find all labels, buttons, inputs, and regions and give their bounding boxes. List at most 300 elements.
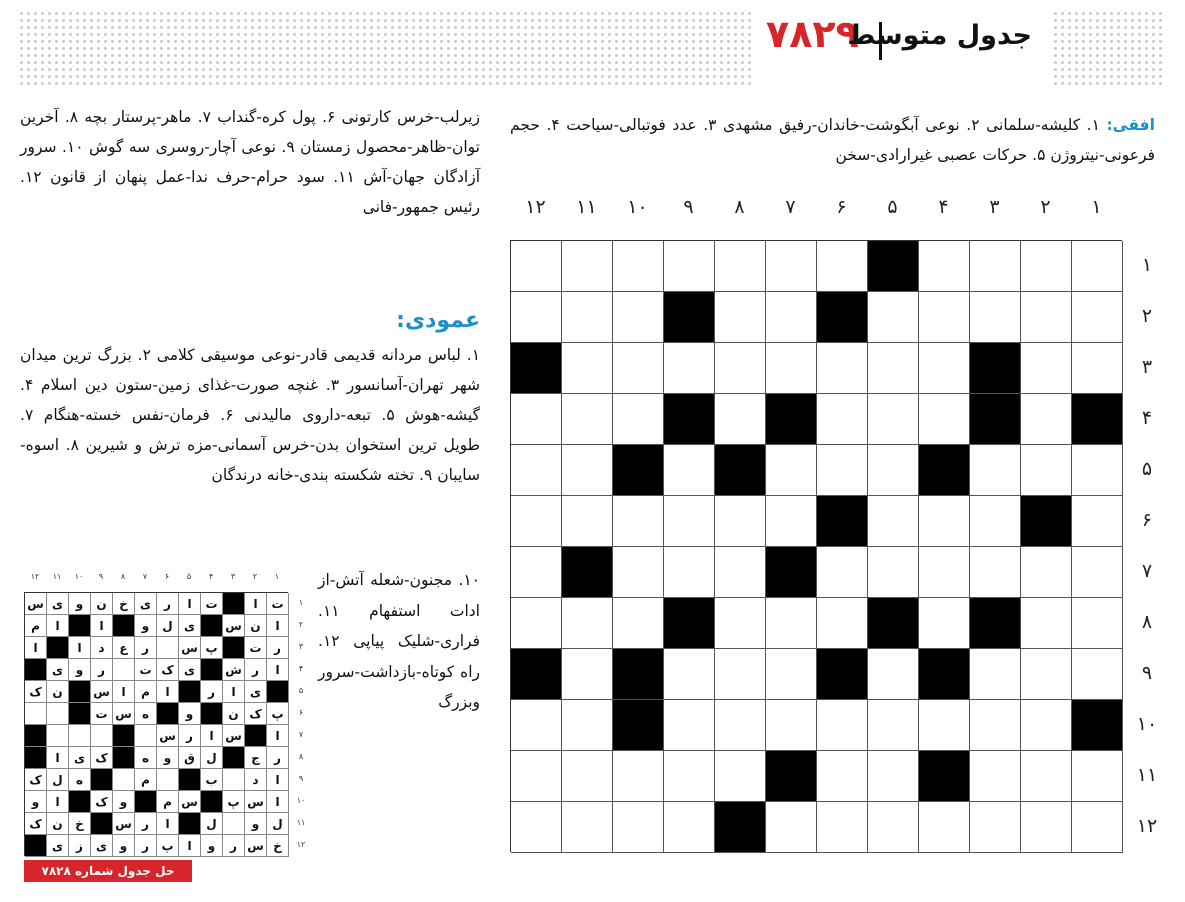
solution-cell: ی bbox=[135, 593, 157, 615]
solution-column-numbers bbox=[24, 572, 288, 586]
grid-cell[interactable] bbox=[970, 241, 1021, 292]
grid-cell[interactable] bbox=[664, 241, 715, 292]
solution-cell: د bbox=[245, 769, 267, 791]
solution-cell: ا bbox=[245, 593, 267, 615]
grid-cell[interactable] bbox=[715, 496, 766, 547]
grid-cell[interactable] bbox=[511, 547, 562, 598]
grid-cell[interactable] bbox=[511, 598, 562, 649]
solution-label: حل جدول شماره ۷۸۲۸ bbox=[24, 860, 192, 882]
grid-cell[interactable] bbox=[817, 445, 868, 496]
grid-cell[interactable] bbox=[562, 598, 613, 649]
across-clues-continued bbox=[20, 102, 480, 222]
column-number: ۱۱ bbox=[576, 196, 597, 218]
grid-cell[interactable] bbox=[817, 241, 868, 292]
row-number: ۳ bbox=[1141, 356, 1153, 378]
grid-black-cell bbox=[919, 445, 970, 496]
grid-cell[interactable] bbox=[664, 649, 715, 700]
solution-cell: ر bbox=[135, 835, 157, 857]
header-dot-pattern-right bbox=[1052, 10, 1162, 88]
solution-row-number: ۹ bbox=[298, 774, 304, 783]
grid-cell[interactable] bbox=[715, 547, 766, 598]
grid-cell[interactable] bbox=[766, 343, 817, 394]
solution-cell: ن bbox=[47, 681, 69, 703]
solution-black-cell bbox=[113, 615, 135, 637]
grid-cell[interactable] bbox=[868, 802, 919, 853]
solution-cell: ا bbox=[267, 725, 289, 747]
solution-row-number: ۱۰ bbox=[296, 796, 306, 805]
solution-cell: ی bbox=[245, 681, 267, 703]
solution-cell bbox=[157, 769, 179, 791]
solution-cell: س bbox=[223, 725, 245, 747]
grid-cell[interactable] bbox=[868, 496, 919, 547]
grid-cell[interactable] bbox=[1021, 751, 1072, 802]
grid-cell[interactable] bbox=[817, 802, 868, 853]
solution-cell: م bbox=[25, 615, 47, 637]
grid-cell[interactable] bbox=[1072, 241, 1123, 292]
solution-cell: س bbox=[25, 593, 47, 615]
solution-column-number: ۶ bbox=[164, 572, 170, 581]
grid-black-cell bbox=[766, 547, 817, 598]
column-number: ۶ bbox=[836, 196, 847, 218]
grid-cell[interactable] bbox=[919, 343, 970, 394]
grid-cell[interactable] bbox=[1021, 445, 1072, 496]
down-clue-continuation: ۱۰. مجنون-شعله آتش-از ادات استفهام ۱۱. فراری-شلیک پیاپی ۱۲. راه کوتاه-بازداشت-سرور وبزرگ bbox=[318, 571, 480, 711]
solution-column-number: ۴ bbox=[208, 572, 214, 581]
solution-cell: خ bbox=[267, 835, 289, 857]
grid-cell[interactable] bbox=[1072, 292, 1123, 343]
grid-cell[interactable] bbox=[715, 394, 766, 445]
grid-cell[interactable] bbox=[1021, 343, 1072, 394]
solution-cell: ک bbox=[157, 659, 179, 681]
solution-cell: ن bbox=[245, 615, 267, 637]
grid-cell[interactable] bbox=[919, 292, 970, 343]
column-number: ۳ bbox=[989, 196, 1000, 218]
solution-black-cell bbox=[179, 813, 201, 835]
solution-row-numbers bbox=[292, 592, 310, 856]
issue-number: ۷۸۲۹ bbox=[766, 12, 859, 56]
grid-cell[interactable] bbox=[970, 751, 1021, 802]
solution-cell: ک bbox=[245, 703, 267, 725]
solution-cell bbox=[69, 725, 91, 747]
grid-cell[interactable] bbox=[613, 751, 664, 802]
grid-cell[interactable] bbox=[715, 751, 766, 802]
grid-black-cell bbox=[715, 445, 766, 496]
solution-cell: و bbox=[69, 659, 91, 681]
down-clue-text: ۱. لباس مردانه قدیمی قادر-نوعی موسیقی کلامی ۲. بزرگ ترین میدان شهر تهران-آسانسور ۳. غنچه صورت-غذای زمین-ستون دین اسلام ۴. گیشه-هوش ۵. تبعه-داروی مالیدنی ۶. فرمان-نفس خسته-هنگام ۷. طویل ترین استخوان بدن-خرس آسمانی-مزه ترش و شیرین ۸. اسوه-سایبان ۹. تخته شکسته بندی-خانه درندگان bbox=[20, 346, 481, 484]
grid-cell[interactable] bbox=[562, 394, 613, 445]
solution-cell: م bbox=[135, 769, 157, 791]
solution-cell: ر bbox=[91, 659, 113, 681]
solution-column-number: ۷ bbox=[142, 572, 148, 581]
solution-cell: ت bbox=[201, 593, 223, 615]
solution-cell: س bbox=[91, 681, 113, 703]
grid-black-cell bbox=[766, 394, 817, 445]
solution-black-cell bbox=[157, 703, 179, 725]
grid-cell[interactable] bbox=[613, 496, 664, 547]
grid-cell[interactable] bbox=[970, 547, 1021, 598]
solution-row-number: ۱ bbox=[298, 598, 304, 607]
grid-cell[interactable] bbox=[1021, 394, 1072, 445]
across-clue-text: ۱. کلیشه-سلمانی ۲. نوعی آبگوشت-خاندان-رفیق مشهدی ۳. عدد فوتبالی-سیاحت ۴. حجم فرعونی-نیتروژن ۵. حرکات عصبی غیرارادی-سخن bbox=[510, 116, 1155, 164]
grid-black-cell bbox=[511, 343, 562, 394]
grid-cell[interactable] bbox=[817, 598, 868, 649]
solution-black-cell bbox=[91, 769, 113, 791]
solution-cell: و bbox=[25, 791, 47, 813]
grid-cell[interactable] bbox=[613, 343, 664, 394]
grid-cell[interactable] bbox=[511, 700, 562, 751]
solution-cell: ل bbox=[47, 769, 69, 791]
solution-cell: م bbox=[135, 681, 157, 703]
solution-cell: و bbox=[157, 747, 179, 769]
solution-black-cell bbox=[245, 725, 267, 747]
grid-cell[interactable] bbox=[511, 292, 562, 343]
solution-cell: ت bbox=[267, 593, 289, 615]
solution-black-cell bbox=[201, 615, 223, 637]
grid-cell[interactable] bbox=[715, 700, 766, 751]
solution-cell: و bbox=[201, 835, 223, 857]
grid-cell[interactable] bbox=[613, 802, 664, 853]
solution-row-number: ۳ bbox=[298, 642, 304, 651]
row-number: ۸ bbox=[1141, 611, 1153, 633]
grid-cell[interactable] bbox=[1072, 649, 1123, 700]
grid-cell[interactable] bbox=[715, 241, 766, 292]
solution-cell: ر bbox=[201, 681, 223, 703]
solution-cell: ی bbox=[179, 659, 201, 681]
grid-cell[interactable] bbox=[919, 700, 970, 751]
solution-cell: ی bbox=[69, 747, 91, 769]
grid-cell[interactable] bbox=[715, 292, 766, 343]
grid-cell[interactable] bbox=[868, 751, 919, 802]
solution-cell: ر bbox=[245, 659, 267, 681]
solution-cell: ت bbox=[245, 637, 267, 659]
solution-cell: ر bbox=[267, 747, 289, 769]
solution-cell: ل bbox=[267, 813, 289, 835]
solution-cell: ه bbox=[69, 769, 91, 791]
solution-black-cell bbox=[91, 813, 113, 835]
solution-column-number: ۳ bbox=[230, 572, 236, 581]
grid-cell[interactable] bbox=[817, 343, 868, 394]
solution-cell: ی bbox=[91, 835, 113, 857]
solution-cell: ع bbox=[113, 637, 135, 659]
solution-row-number: ۸ bbox=[298, 752, 304, 761]
solution-cell: و bbox=[179, 703, 201, 725]
solution-cell: و bbox=[135, 615, 157, 637]
down-heading: عمودی: bbox=[396, 308, 480, 333]
grid-cell[interactable] bbox=[511, 445, 562, 496]
grid-cell[interactable] bbox=[613, 394, 664, 445]
solution-row-number: ۱۲ bbox=[296, 840, 306, 849]
column-number: ۱۲ bbox=[525, 196, 546, 218]
solution-cell: ا bbox=[267, 791, 289, 813]
solution-cell: ر bbox=[157, 593, 179, 615]
solution-cell: ا bbox=[47, 791, 69, 813]
solution-cell: و bbox=[69, 593, 91, 615]
solution-black-cell bbox=[113, 747, 135, 769]
solution-black-cell bbox=[25, 835, 47, 857]
solution-cell: ا bbox=[47, 747, 69, 769]
solution-cell: ل bbox=[157, 615, 179, 637]
grid-cell[interactable] bbox=[919, 241, 970, 292]
grid-cell[interactable] bbox=[613, 241, 664, 292]
solution-column-number: ۲ bbox=[252, 572, 258, 581]
grid-black-cell bbox=[562, 547, 613, 598]
grid-black-cell bbox=[919, 751, 970, 802]
down-clues-continued bbox=[318, 565, 480, 718]
grid-cell[interactable] bbox=[511, 802, 562, 853]
solution-cell: ه bbox=[135, 747, 157, 769]
grid-cell[interactable] bbox=[1021, 292, 1072, 343]
grid-cell[interactable] bbox=[664, 802, 715, 853]
row-number: ۱۱ bbox=[1136, 764, 1158, 786]
grid-cell[interactable] bbox=[1072, 445, 1123, 496]
grid-cell[interactable] bbox=[664, 751, 715, 802]
grid-cell[interactable] bbox=[817, 547, 868, 598]
grid-cell[interactable] bbox=[511, 394, 562, 445]
solution-cell: م bbox=[157, 791, 179, 813]
crossword-grid bbox=[510, 240, 1122, 852]
row-number: ۹ bbox=[1141, 662, 1153, 684]
solution-row-number: ۷ bbox=[298, 730, 304, 739]
grid-cell[interactable] bbox=[766, 802, 817, 853]
solution-black-cell bbox=[47, 637, 69, 659]
grid-cell[interactable] bbox=[715, 598, 766, 649]
solution-black-cell bbox=[113, 725, 135, 747]
solution-cell: پ bbox=[201, 637, 223, 659]
grid-cell[interactable] bbox=[562, 700, 613, 751]
grid-cell[interactable] bbox=[868, 343, 919, 394]
grid-cell[interactable] bbox=[766, 445, 817, 496]
grid-cell[interactable] bbox=[664, 343, 715, 394]
grid-cell[interactable] bbox=[970, 649, 1021, 700]
solution-cell: ا bbox=[267, 659, 289, 681]
solution-cell: خ bbox=[113, 593, 135, 615]
grid-cell[interactable] bbox=[817, 751, 868, 802]
grid-black-cell bbox=[817, 496, 868, 547]
grid-cell[interactable] bbox=[1072, 496, 1123, 547]
solution-cell: س bbox=[223, 615, 245, 637]
solution-cell: ا bbox=[179, 835, 201, 857]
grid-cell[interactable] bbox=[511, 751, 562, 802]
down-clues bbox=[20, 340, 480, 490]
solution-cell: ک bbox=[91, 791, 113, 813]
solution-cell: و bbox=[113, 791, 135, 813]
solution-cell: ل bbox=[201, 813, 223, 835]
row-number: ۲ bbox=[1141, 305, 1153, 327]
solution-row-number: ۴ bbox=[298, 664, 304, 673]
solution-black-cell bbox=[223, 747, 245, 769]
grid-cell[interactable] bbox=[766, 598, 817, 649]
solution-black-cell bbox=[69, 791, 91, 813]
grid-cell[interactable] bbox=[1072, 751, 1123, 802]
grid-cell[interactable] bbox=[1072, 598, 1123, 649]
grid-cell[interactable] bbox=[664, 496, 715, 547]
solution-black-cell bbox=[69, 681, 91, 703]
grid-cell[interactable] bbox=[919, 802, 970, 853]
grid-cell[interactable] bbox=[919, 394, 970, 445]
grid-cell[interactable] bbox=[868, 292, 919, 343]
grid-cell[interactable] bbox=[562, 802, 613, 853]
grid-cell[interactable] bbox=[715, 343, 766, 394]
solution-cell: س bbox=[157, 725, 179, 747]
grid-cell[interactable] bbox=[1021, 547, 1072, 598]
solution-column-number: ۱۱ bbox=[52, 572, 62, 581]
page-title: جدول متوسط bbox=[847, 20, 1032, 51]
solution-cell: س bbox=[179, 637, 201, 659]
grid-cell[interactable] bbox=[562, 751, 613, 802]
solution-black-cell bbox=[25, 725, 47, 747]
solution-cell: ا bbox=[157, 813, 179, 835]
grid-cell[interactable] bbox=[868, 394, 919, 445]
solution-cell: ی bbox=[47, 659, 69, 681]
grid-cell[interactable] bbox=[1021, 241, 1072, 292]
grid-cell[interactable] bbox=[664, 700, 715, 751]
grid-cell[interactable] bbox=[562, 649, 613, 700]
solution-cell: ا bbox=[267, 769, 289, 791]
grid-cell[interactable] bbox=[1072, 802, 1123, 853]
solution-cell bbox=[135, 725, 157, 747]
grid-black-cell bbox=[613, 445, 664, 496]
solution-row-number: ۵ bbox=[298, 686, 304, 695]
grid-cell[interactable] bbox=[613, 598, 664, 649]
grid-black-cell bbox=[1021, 496, 1072, 547]
solution-cell: ر bbox=[135, 813, 157, 835]
solution-cell: س bbox=[245, 791, 267, 813]
grid-cell[interactable] bbox=[715, 649, 766, 700]
solution-cell: ا bbox=[267, 615, 289, 637]
solution-cell: د bbox=[91, 637, 113, 659]
grid-cell[interactable] bbox=[766, 241, 817, 292]
solution-column-number: ۸ bbox=[120, 572, 126, 581]
grid-cell[interactable] bbox=[664, 445, 715, 496]
across-clues bbox=[510, 110, 1155, 170]
grid-cell[interactable] bbox=[766, 292, 817, 343]
solution-black-cell bbox=[25, 659, 47, 681]
grid-cell[interactable] bbox=[562, 343, 613, 394]
grid-black-cell bbox=[817, 292, 868, 343]
grid-cell[interactable] bbox=[919, 598, 970, 649]
grid-cell[interactable] bbox=[511, 496, 562, 547]
solution-cell: ا bbox=[47, 615, 69, 637]
grid-cell[interactable] bbox=[970, 700, 1021, 751]
solution-cell: پ bbox=[267, 703, 289, 725]
solution-black-cell bbox=[179, 681, 201, 703]
grid-cell[interactable] bbox=[868, 649, 919, 700]
grid-cell[interactable] bbox=[562, 445, 613, 496]
solution-cell: ر bbox=[179, 725, 201, 747]
row-number: ۶ bbox=[1141, 509, 1153, 531]
across-heading: افقی: bbox=[1106, 116, 1155, 134]
grid-cell[interactable] bbox=[766, 496, 817, 547]
grid-black-cell bbox=[664, 394, 715, 445]
solution-cell: ک bbox=[25, 681, 47, 703]
grid-cell[interactable] bbox=[562, 496, 613, 547]
grid-black-cell bbox=[817, 649, 868, 700]
solution-cell bbox=[47, 725, 69, 747]
solution-black-cell bbox=[135, 791, 157, 813]
solution-cell: ن bbox=[91, 593, 113, 615]
grid-cell[interactable] bbox=[970, 292, 1021, 343]
solution-cell: ز bbox=[69, 835, 91, 857]
grid-cell[interactable] bbox=[613, 547, 664, 598]
solution-black-cell bbox=[267, 681, 289, 703]
grid-black-cell bbox=[970, 343, 1021, 394]
grid-black-cell bbox=[766, 751, 817, 802]
solution-black-cell bbox=[223, 593, 245, 615]
grid-black-cell bbox=[664, 292, 715, 343]
grid-black-cell bbox=[715, 802, 766, 853]
solution-cell bbox=[157, 637, 179, 659]
column-number: ۵ bbox=[887, 196, 898, 218]
page-header bbox=[760, 8, 1050, 68]
grid-cell[interactable] bbox=[868, 700, 919, 751]
solution-cell: ک bbox=[91, 747, 113, 769]
column-number: ۱ bbox=[1091, 196, 1102, 218]
solution-cell: پ bbox=[157, 835, 179, 857]
grid-cell[interactable] bbox=[919, 496, 970, 547]
grid-cell[interactable] bbox=[970, 496, 1021, 547]
grid-black-cell bbox=[613, 649, 664, 700]
solution-black-cell bbox=[69, 615, 91, 637]
grid-cell[interactable] bbox=[511, 241, 562, 292]
grid-cell[interactable] bbox=[1072, 547, 1123, 598]
solution-black-cell bbox=[179, 769, 201, 791]
solution-cell: ت bbox=[135, 659, 157, 681]
solution-column-number: ۵ bbox=[186, 572, 192, 581]
solution-cell: ا bbox=[25, 637, 47, 659]
solution-cell: ا bbox=[113, 681, 135, 703]
solution-cell: س bbox=[179, 791, 201, 813]
grid-cell[interactable] bbox=[817, 394, 868, 445]
column-number: ۹ bbox=[683, 196, 694, 218]
solution-cell: و bbox=[113, 835, 135, 857]
grid-cell[interactable] bbox=[817, 700, 868, 751]
solution-cell: ن bbox=[223, 703, 245, 725]
row-number: ۱۲ bbox=[1136, 815, 1158, 837]
grid-black-cell bbox=[664, 598, 715, 649]
grid-cell[interactable] bbox=[562, 241, 613, 292]
solution-cell: ج bbox=[245, 747, 267, 769]
solution-cell: ک bbox=[25, 813, 47, 835]
row-number: ۷ bbox=[1141, 560, 1153, 582]
solution-cell: ا bbox=[201, 725, 223, 747]
column-number: ۱۰ bbox=[627, 196, 648, 218]
grid-cell[interactable] bbox=[1021, 700, 1072, 751]
grid-cell[interactable] bbox=[613, 292, 664, 343]
grid-cell[interactable] bbox=[562, 292, 613, 343]
solution-cell: س bbox=[113, 703, 135, 725]
grid-cell[interactable] bbox=[1021, 649, 1072, 700]
row-number: ۱ bbox=[1141, 254, 1153, 276]
grid-cell[interactable] bbox=[868, 445, 919, 496]
grid-cell[interactable] bbox=[970, 802, 1021, 853]
grid-cell[interactable] bbox=[766, 649, 817, 700]
grid-cell[interactable] bbox=[1021, 598, 1072, 649]
grid-cell[interactable] bbox=[919, 547, 970, 598]
grid-cell[interactable] bbox=[868, 547, 919, 598]
grid-column-numbers bbox=[510, 196, 1122, 232]
grid-black-cell bbox=[970, 394, 1021, 445]
grid-cell[interactable] bbox=[970, 445, 1021, 496]
solution-cell bbox=[113, 769, 135, 791]
solution-cell: س bbox=[113, 813, 135, 835]
grid-cell[interactable] bbox=[664, 547, 715, 598]
solution-cell bbox=[113, 659, 135, 681]
grid-cell[interactable] bbox=[1072, 343, 1123, 394]
grid-cell[interactable] bbox=[766, 700, 817, 751]
grid-black-cell bbox=[919, 649, 970, 700]
grid-row-numbers bbox=[1130, 240, 1164, 852]
grid-cell[interactable] bbox=[1021, 802, 1072, 853]
